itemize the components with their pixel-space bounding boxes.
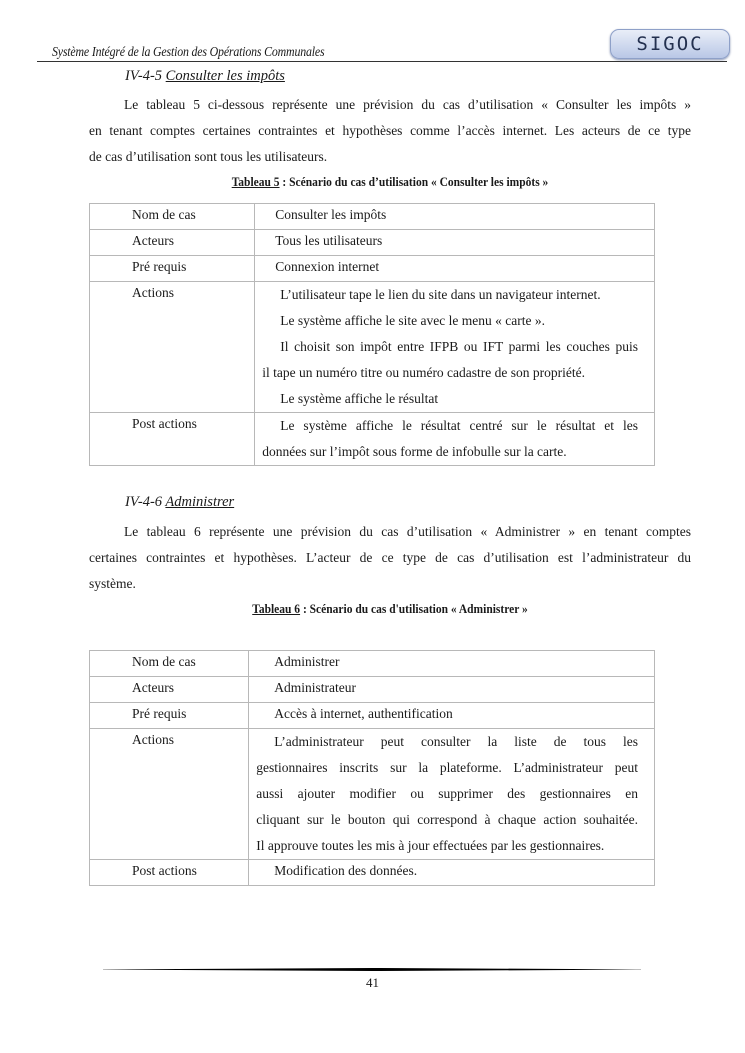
table-row [90,677,655,703]
table-row [90,651,655,677]
table-row [90,703,655,729]
paragraph-line: Le tableau 6 représente une prévision du cas d’utilisation « Administrer » en tenant comptes [124,524,691,539]
action-line: Il choisit son impôt entre IFPB ou IFT parmi les couches puis [280,339,638,354]
sigoc-logo [610,29,730,59]
cell-key: Pré requis [90,256,255,282]
cell-value [255,282,655,413]
cell-key: Post actions [90,413,255,466]
caption-text: : Scénario du cas d'utilisation « Administrer » [300,602,528,616]
table-row [90,230,655,256]
cell-key: Nom de cas [90,651,249,677]
cell-value: Modification des données. [249,860,655,886]
action-line: Le système affiche le résultat [280,391,439,406]
cell-value: Administrateur [249,677,655,703]
section-number: IV-4-6 [125,494,163,510]
paragraph-line: de cas d’utilisation sont tous les utilisateurs. [89,149,328,164]
table-caption-5 [113,175,667,190]
logo-text: SIGOC [636,33,704,55]
cell-key: Pré requis [90,703,249,729]
paragraph-line: Le tableau 5 ci-dessous représente une prévision du cas d’utilisation « Consulter les impôts » [124,97,691,112]
cell-value: Tous les utilisateurs [255,230,655,256]
caption-text: : Scénario du cas d’utilisation « Consulter les impôts » [279,175,549,189]
table-row [90,413,655,466]
header-title: Système Intégré de la Gestion des Opérations Communales [52,44,325,59]
table-caption-6 [113,602,667,617]
cell-key: Actions [90,282,255,413]
action-line: L’utilisateur tape le lien du site dans un navigateur internet. [280,287,601,302]
table-row [90,729,655,860]
paragraph-line: certaines contraintes et hypothèses. L’acteur de ce type de cas d’utilisation est l’administrateur du [89,550,691,565]
cell-key: Acteurs [90,230,255,256]
action-line: Le système affiche le site avec le menu « carte ». [280,313,545,328]
page-number: 41 [366,975,379,990]
section-title: Administrer [165,494,235,510]
cell-key: Nom de cas [90,204,255,230]
caption-label: Tableau 6 [252,602,301,616]
table-row [90,860,655,886]
table-row [90,204,655,230]
action-line: cliquant sur le bouton qui correspond à chaque action souhaitée. [256,812,638,827]
paragraph-line: système. [89,576,136,591]
cell-key: Acteurs [90,677,249,703]
section-heading-administrer [125,494,234,511]
caption-label: Tableau 5 [231,175,280,189]
footer-divider [103,968,641,971]
section-heading-consulter [125,68,285,85]
action-line: gestionnaires inscrits sur la plateforme. L’administrateur peut [256,760,638,775]
post-action-line: Le système affiche le résultat centré sur le résultat et les [280,418,638,433]
table-row [90,282,655,413]
table-consulter-impots [89,203,655,466]
action-line: il tape un numéro titre ou numéro cadastre de son propriété. [262,365,586,380]
cell-value: Consulter les impôts [255,204,655,230]
action-line: aussi ajouter modifier ou supprimer des gestionnaires en [256,786,638,801]
cell-value: Connexion internet [255,256,655,282]
action-line: L’administrateur peut consulter la liste de tous les [274,734,638,749]
cell-value: Administrer [249,651,655,677]
action-line: Il approuve toutes les mis à jour effectuées par les gestionnaires. [256,838,605,853]
cell-value [249,729,655,860]
section-title: Consulter les impôts [165,68,285,84]
table-row [90,256,655,282]
cell-value: Accès à internet, authentification [249,703,655,729]
table-administrer [89,650,655,886]
section-number: IV-4-5 [125,68,163,84]
cell-key: Actions [90,729,249,860]
header-divider [37,61,727,62]
cell-value [255,413,655,466]
post-action-line: données sur l’impôt sous forme de infobulle sur la carte. [262,444,567,459]
paragraph-line: en tenant comptes certaines contraintes et hypothèses comme l’accès internet. Les acteurs de ce type [89,123,691,138]
cell-key: Post actions [90,860,249,886]
